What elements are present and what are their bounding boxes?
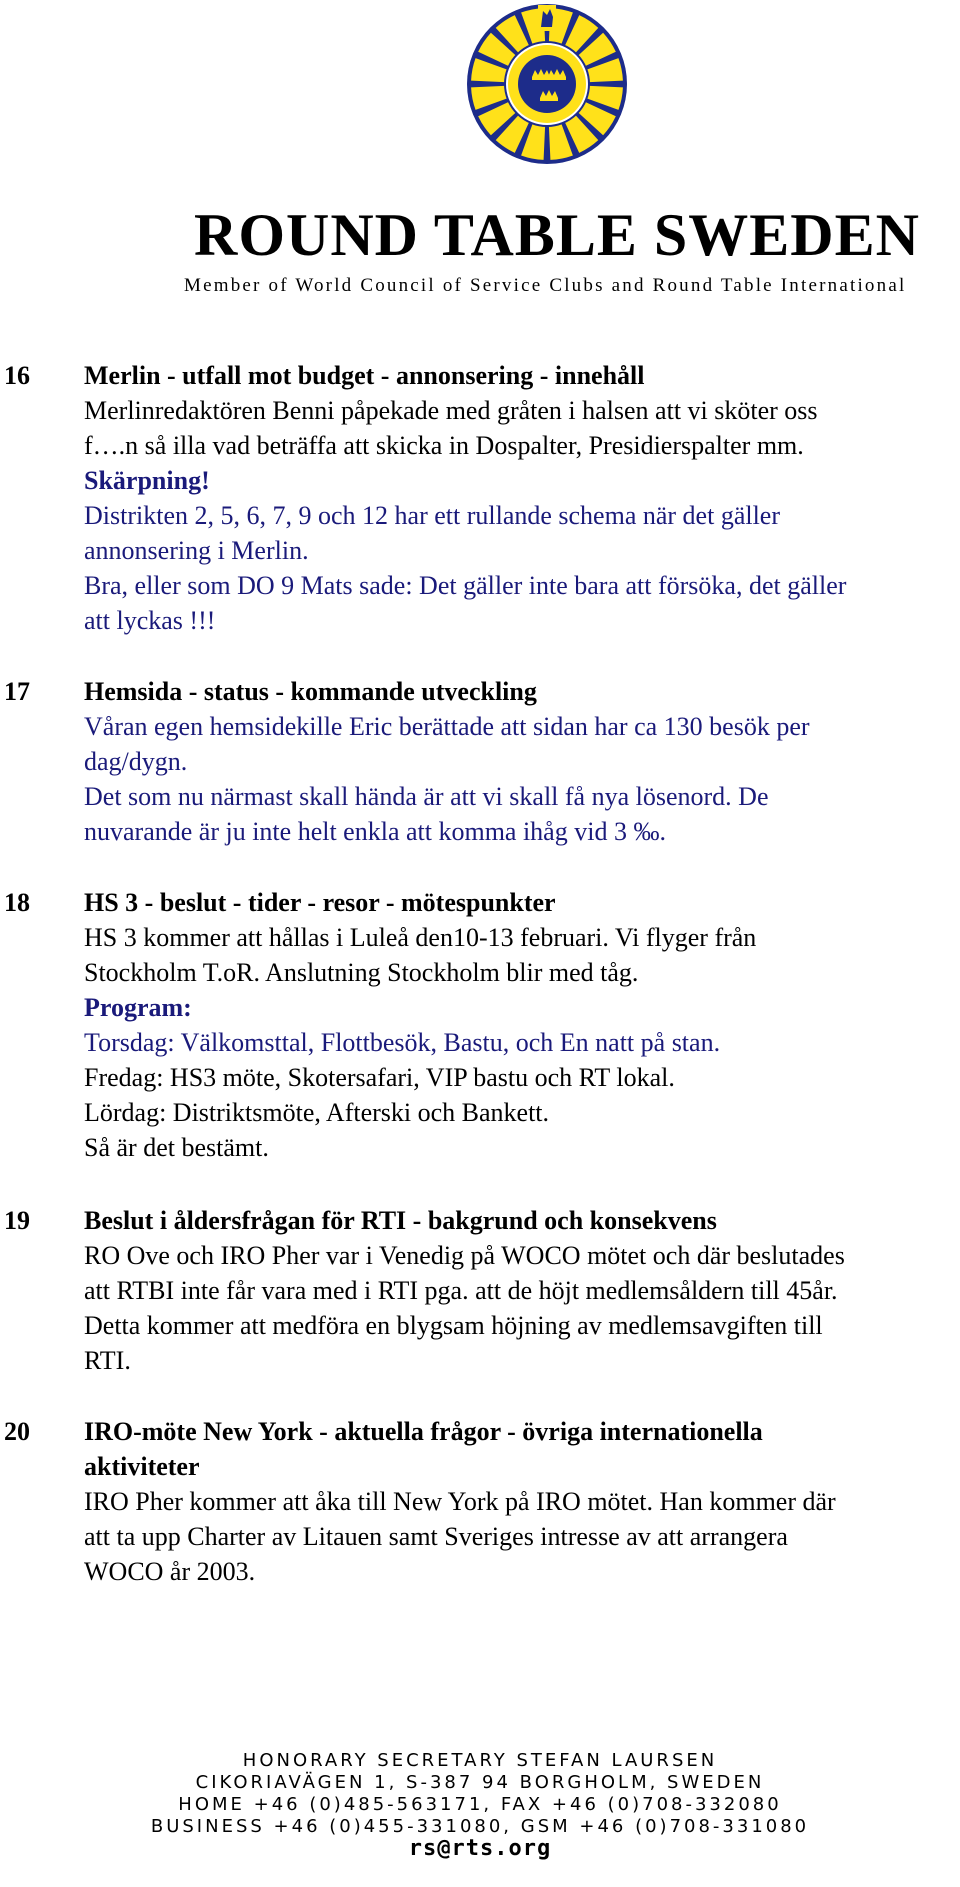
footer-email[interactable]: rs@rts.org [408,1836,552,1861]
item-line: RTI. [84,1346,131,1375]
footer [0,1750,960,1860]
org-title: ROUND TABLE SWEDEN [194,202,920,268]
item-line: Torsdag: Välkomsttal, Flottbesök, Bastu, och En natt på stan. [84,1028,721,1057]
item-number: 20 [4,1417,30,1446]
item-line: Skärpning! [84,466,210,495]
footer-address: CIKORIAVÄGEN 1, S-387 94 BORGHOLM, SWEDEN [195,1772,765,1793]
item-line: f….n så illa vad beträffa att skicka in Dospalter, Presidierspalter mm. [84,431,804,460]
item-line: Stockholm T.oR. Anslutning Stockholm blir med tåg. [84,958,639,987]
item-line: Så är det bestämt. [84,1133,269,1162]
item-heading: IRO-möte New York - aktuella frågor - övriga internationella [84,1417,763,1446]
item-line: RO Ove och IRO Pher var i Venedig på WOCO mötet och där beslutades [84,1241,845,1270]
item-number: 17 [4,677,30,706]
item-line: annonsering i Merlin. [84,536,309,565]
item-number: 18 [4,888,30,917]
item-line: att lyckas !!! [84,606,216,635]
item-line: att ta upp Charter av Litauen samt Sveriges intresse av att arrangera [84,1522,788,1551]
item-heading: Beslut i åldersfrågan för RTI - bakgrund och konsekvens [84,1206,717,1235]
item-line: Distrikten 2, 5, 6, 7, 9 och 12 har ett rullande schema när det gäller [84,501,781,530]
item-line: WOCO år 2003. [84,1557,256,1586]
item-line: Program: [84,993,192,1022]
item-line: att RTBI inte får vara med i RTI pga. att de höjt medlemsåldern till 45år. [84,1276,838,1305]
footer-secretary: HONORARY SECRETARY STEFAN LAURSEN [242,1750,718,1771]
footer-home-fax: HOME +46 (0)485-563171, FAX +46 (0)708-332080 [178,1794,782,1815]
item-number: 16 [4,361,30,390]
item-line: IRO Pher kommer att åka till New York på IRO mötet. Han kommer där [84,1487,836,1516]
org-subtitle: Member of World Council of Service Clubs and Round Table International [184,275,907,296]
item-line: nuvarande är ju inte helt enkla att komma ihåg vid 3 ‰. [84,817,666,846]
item-line: HS 3 kommer att hållas i Luleå den10-13 februari. Vi flyger från [84,923,757,952]
item-line: Lördag: Distriktsmöte, Afterski och Bankett. [84,1098,550,1127]
item-number: 19 [4,1206,30,1235]
footer-business-gsm: BUSINESS +46 (0)455-331080, GSM +46 (0)708-331080 [150,1816,810,1837]
item-heading: HS 3 - beslut - tider - resor - mötespunkter [84,888,556,917]
item-line: Merlinredaktören Benni påpekade med gråten i halsen att vi sköter oss [84,396,818,425]
item-line: Fredag: HS3 möte, Skotersafari, VIP bastu och RT lokal. [84,1063,675,1092]
item-line: Det som nu närmast skall hända är att vi skall få nya lösenord. De [84,782,769,811]
item-line: Bra, eller som DO 9 Mats sade: Det gäller inte bara att försöka, det gäller [84,571,847,600]
item-line: Våran egen hemsidekille Eric berättade att sidan har ca 130 besök per [84,712,810,741]
item-heading: Hemsida - status - kommande utveckling [84,677,537,706]
item-heading: aktiviteter [84,1452,200,1481]
round-table-logo-icon [466,3,628,165]
item-line: Detta kommer att medföra en blygsam höjning av medlemsavgiften till [84,1311,823,1340]
item-heading: Merlin - utfall mot budget - annonsering - innehåll [84,361,645,390]
item-line: dag/dygn. [84,747,188,776]
